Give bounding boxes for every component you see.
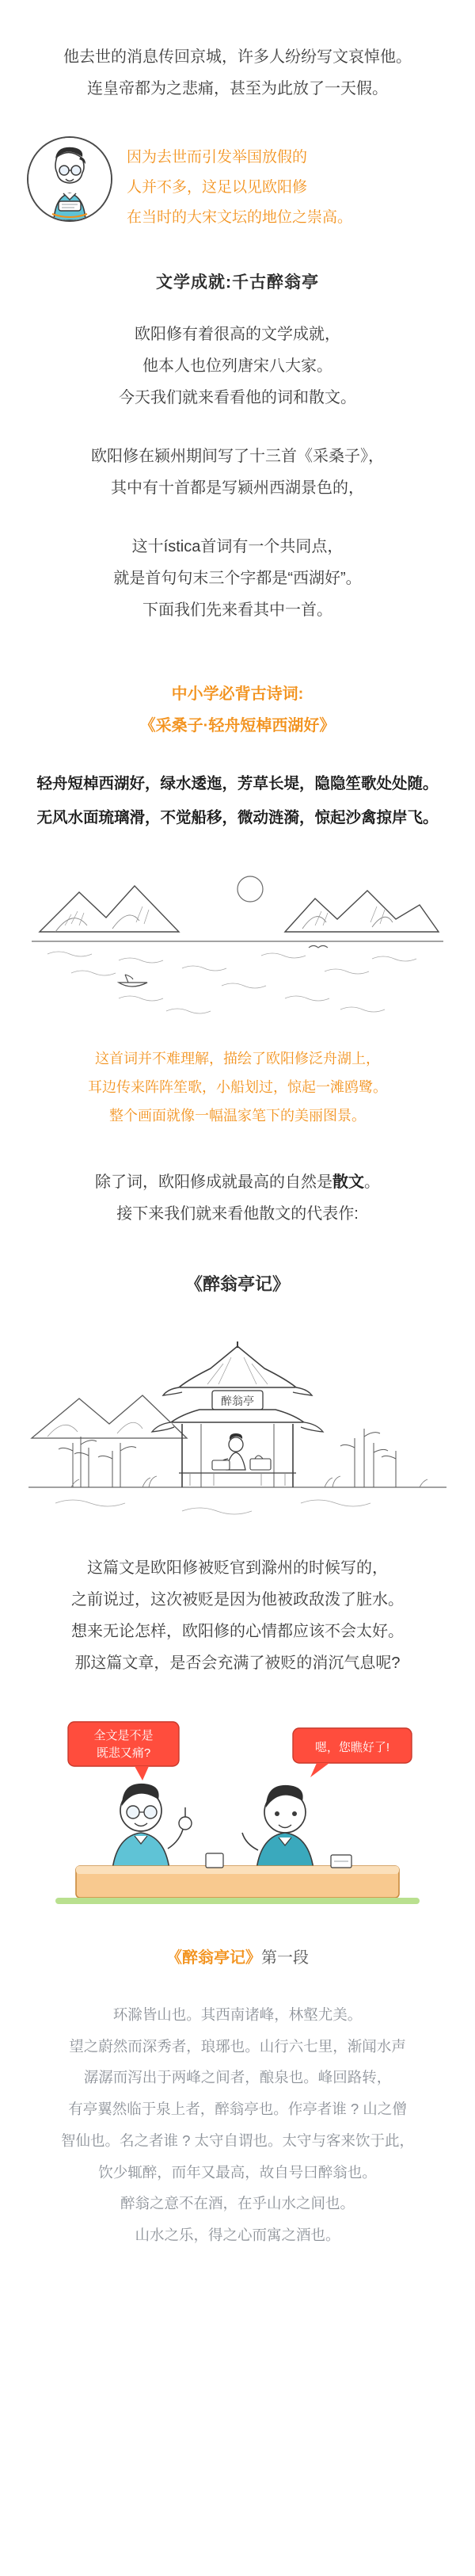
poem-caption-line-2: 耳边传来阵阵笙歌，小船划过，惊起一滩鸥鹭。 bbox=[88, 1078, 387, 1095]
segment-title-main: 《醉翁亭记》 bbox=[166, 1948, 261, 1967]
intro-paragraph bbox=[0, 0, 475, 105]
poem-caption bbox=[0, 1044, 475, 1130]
avatar-illustration bbox=[28, 138, 111, 220]
prose-caption-line-2: 之前说过，这次被贬是因为他被政敌泼了脏水。 bbox=[71, 1590, 404, 1609]
prose-line-2: 接下来我们就来看他散文的代表作: bbox=[116, 1204, 359, 1223]
prose-caption-line-4: 那这篇文章，是否会充满了被贬的消沉气息呢? bbox=[74, 1654, 401, 1672]
two-characters-dialog-illustration bbox=[24, 1714, 451, 1912]
prose-line-1-a: 除了词，欧阳修成就最高的自然是 bbox=[95, 1173, 332, 1191]
poem-line-2: 无风水面琉璃滑，不觉船移，微动涟漪，惊起沙禽掠岸飞。 bbox=[36, 808, 439, 826]
prose-line-1-c: 。 bbox=[364, 1173, 380, 1191]
lit-p2-line-1: 欧阳修在颍州期间写了十三首《采桑子》， bbox=[91, 448, 384, 465]
dialog-bubble-left-line-1: 全文是不是 bbox=[93, 1728, 154, 1742]
lit-p1-line-3: 今天我们就来看看他的词和散文。 bbox=[119, 389, 356, 406]
literature-paragraph-2 bbox=[0, 441, 475, 504]
prose-caption-line-3: 想来无论怎样，欧阳修的心情都应该不会太好。 bbox=[71, 1622, 404, 1640]
illustration-pavilion-wrap bbox=[0, 1296, 475, 1538]
poem-line-1: 轻舟短棹西湖好，绿水逶迤，芳草长堤，隐隐笙歌处处随。 bbox=[36, 775, 439, 792]
cup-icon bbox=[206, 1853, 223, 1868]
classic-line-1: 环滁皆山也。其西南诸峰，林壑尤美。 bbox=[112, 2005, 363, 2023]
bubble-line-1: 因为去世而引发举国放假的 bbox=[127, 149, 308, 166]
lit-p3-line-3: 下面我们先来看其中一首。 bbox=[142, 601, 332, 619]
ink-pavilion-illustration bbox=[24, 1303, 451, 1533]
prose-caption bbox=[0, 1552, 475, 1679]
prose-line-1 bbox=[0, 1166, 475, 1198]
speech-bubble-text bbox=[127, 136, 448, 233]
prose-keyword-sanwen: 散文 bbox=[332, 1173, 364, 1191]
poem-label: 中小学必背古诗词: bbox=[171, 685, 304, 703]
poem-caption-line-3: 整个画面就像一幅温家笔下的美丽图景。 bbox=[109, 1107, 366, 1124]
classic-line-6: 饮少辄醉，而年又最高，故自号曰醉翁也。 bbox=[98, 2163, 377, 2181]
cartoon-scholar-avatar bbox=[27, 136, 112, 222]
segment-title-sub: 第一段 bbox=[261, 1948, 309, 1967]
lit-p3-line-1: 这十ística首词有一个共同点， bbox=[131, 538, 344, 555]
ground-strip bbox=[55, 1898, 420, 1904]
dialog-bubble-left-line-2: 既悲又痛? bbox=[96, 1746, 151, 1760]
bubble-line-2: 人并不多，这足以见欧阳修 bbox=[127, 179, 308, 196]
work-title-zuiwengting: 《醉翁亭记》 bbox=[184, 1273, 290, 1294]
lit-p3-line-2: 就是首句句末三个字都是“西湖好”。 bbox=[113, 570, 362, 587]
classic-line-4: 有亭翼然临于泉上者，醉翁亭也。作亭者谁 ? 山之僧 bbox=[68, 2101, 407, 2118]
poem-caption-line-1: 这首词并不难理解，描绘了欧阳修泛舟湖上， bbox=[95, 1050, 380, 1067]
intro-line-2: 连皇帝都为之悲痛，甚至为此放了一天假。 bbox=[87, 80, 388, 97]
classic-line-7: 醉翁之意不在酒，在乎山水之间也。 bbox=[120, 2195, 355, 2212]
literature-paragraph-3 bbox=[0, 531, 475, 626]
segment-title bbox=[0, 1942, 475, 1974]
pavilion-plaque-text: 醉翁亭 bbox=[221, 1394, 254, 1407]
lit-p1-line-1: 欧阳修有着很高的文学成就， bbox=[135, 326, 340, 343]
prose-intro bbox=[0, 1166, 475, 1230]
classic-line-2: 望之蔚然而深秀者，琅琊也。山行六七里，渐闻水声 bbox=[69, 2037, 406, 2055]
section-heading-literature: 文学成就:千古醉翁亭 bbox=[156, 273, 319, 292]
dialog-bubble-right-line-1: 嗯，您瞧好了! bbox=[314, 1740, 390, 1754]
classic-line-3: 潺潺而泻出于两峰之间者，酿泉也。峰回路转， bbox=[83, 2069, 392, 2086]
poem-title: 《采桑子·轻舟短棹西湖好》 bbox=[139, 717, 336, 735]
ink-landscape-lake-boat-illustration bbox=[24, 843, 451, 1025]
classic-line-8: 山水之乐，得之心而寓之酒也。 bbox=[135, 2227, 340, 2244]
lit-p2-line-2: 其中有十首都是写颍州西湖景色的， bbox=[111, 479, 364, 497]
illustration-dialog-wrap bbox=[0, 1706, 475, 1917]
illustration-lake-wrap bbox=[0, 835, 475, 1030]
intro-line-1: 他去世的消息传回京城，许多人纷纷写文哀悼他。 bbox=[63, 48, 412, 66]
lit-p1-line-2: 他本人也位列唐宋八大家。 bbox=[142, 357, 332, 375]
speech-block bbox=[0, 136, 475, 233]
classic-line-5: 智仙也。名之者谁 ? 太守自谓也。太守与客来饮于此， bbox=[60, 2131, 415, 2149]
literature-paragraph-1 bbox=[0, 319, 475, 414]
classic-text-block bbox=[0, 1999, 475, 2251]
bubble-line-3: 在当时的大宋文坛的地位之崇高。 bbox=[127, 209, 353, 226]
prose-caption-line-1: 这篇文是欧阳修被贬官到滁州的时候写的， bbox=[87, 1559, 388, 1577]
